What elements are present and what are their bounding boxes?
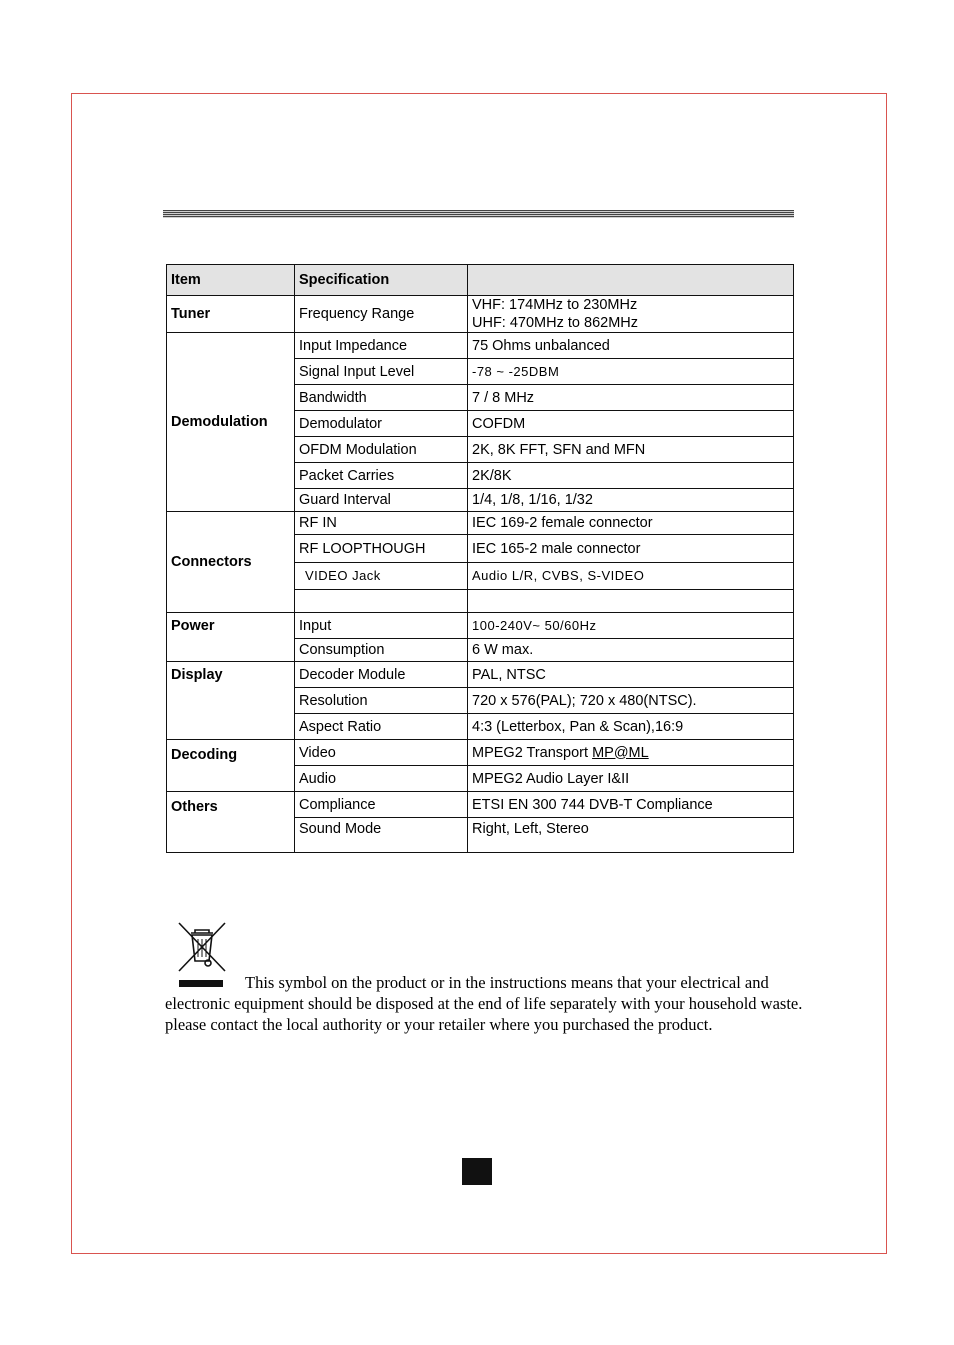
spec-cell: Bandwidth <box>295 385 468 411</box>
spec-cell: Signal Input Level <box>295 359 468 385</box>
value-cell: 100-240V~ 50/60Hz <box>468 613 794 639</box>
value-cell <box>468 296 794 333</box>
value-cell: 720 x 576(PAL); 720 x 480(NTSC). <box>468 688 794 714</box>
spec-cell: Demodulator <box>295 411 468 437</box>
table-row <box>167 740 794 766</box>
item-cell: Tuner <box>167 296 295 333</box>
table-row <box>167 613 794 639</box>
value-line: VHF: 174MHz to 230MHz <box>472 297 638 313</box>
item-cell: Demodulation <box>167 333 295 512</box>
value-cell <box>468 590 794 613</box>
value-cell: ETSI EN 300 744 DVB-T Compliance <box>468 792 794 818</box>
value-cell <box>468 740 794 766</box>
spec-cell: Frequency Range <box>295 296 468 333</box>
spec-cell: Input <box>295 613 468 639</box>
spec-table <box>166 264 794 853</box>
table-row <box>167 662 794 688</box>
value-cell: COFDM <box>468 411 794 437</box>
header-specification: Specification <box>295 265 468 296</box>
value-cell: 7 / 8 MHz <box>468 385 794 411</box>
item-cell: Power <box>167 613 295 662</box>
table-header-row <box>167 265 794 296</box>
table-row <box>167 333 794 359</box>
spec-cell: Video <box>295 740 468 766</box>
item-cell: Display <box>167 662 295 740</box>
header-item: Item <box>167 265 295 296</box>
spec-cell: OFDM Modulation <box>295 437 468 463</box>
value-underlined-text: MP@ML <box>592 744 649 761</box>
table-row <box>167 512 794 535</box>
section-rule <box>163 210 794 218</box>
item-cell: Others <box>167 792 295 853</box>
spec-cell: Resolution <box>295 688 468 714</box>
item-cell: Decoding <box>167 740 295 792</box>
spec-cell: Guard Interval <box>295 489 468 512</box>
value-cell: -78 ~ -25DBM <box>468 359 794 385</box>
weee-bar <box>179 980 223 987</box>
value-cell: 6 W max. <box>468 639 794 662</box>
spec-cell: Aspect Ratio <box>295 714 468 740</box>
item-cell: Connectors <box>167 512 295 613</box>
spec-cell: Packet Carries <box>295 463 468 489</box>
spec-cell: Input Impedance <box>295 333 468 359</box>
spec-cell: VIDEO Jack <box>295 563 468 590</box>
spec-cell: Sound Mode <box>295 818 468 853</box>
spec-cell: RF IN <box>295 512 468 535</box>
header-value <box>468 265 794 296</box>
value-cell: PAL, NTSC <box>468 662 794 688</box>
spec-cell: Decoder Module <box>295 662 468 688</box>
table-row <box>167 296 794 333</box>
value-cell: Right, Left, Stereo <box>468 818 794 853</box>
value-cell: 4:3 (Letterbox, Pan & Scan),16:9 <box>468 714 794 740</box>
spec-cell: Consumption <box>295 639 468 662</box>
value-cell: IEC 169-2 female connector <box>468 512 794 535</box>
value-line: UHF: 470MHz to 862MHz <box>472 315 638 331</box>
value-cell: 1/4, 1/8, 1/16, 1/32 <box>468 489 794 512</box>
table-row <box>167 792 794 818</box>
spec-cell: Audio <box>295 766 468 792</box>
value-cell: 2K, 8K FFT, SFN and MFN <box>468 437 794 463</box>
value-cell: Audio L/R, CVBS, S-VIDEO <box>468 563 794 590</box>
notice-text: This symbol on the product or in the instructions means that your electrical and electronic equipment should be disposed at the end of life separately with your household waste. please contact the local authority or your retailer where you purchased the product. <box>165 973 803 1034</box>
spec-cell <box>295 590 468 613</box>
crossed-out-wheelie-bin-icon <box>175 921 229 973</box>
value-cell: 2K/8K <box>468 463 794 489</box>
value-cell: IEC 165-2 male connector <box>468 535 794 563</box>
spec-cell: Compliance <box>295 792 468 818</box>
spec-cell: RF LOOPTHOUGH <box>295 535 468 563</box>
value-cell: MPEG2 Audio Layer I&II <box>468 766 794 792</box>
value-cell: 75 Ohms unbalanced <box>468 333 794 359</box>
page-number-box <box>462 1158 492 1185</box>
value-text: MPEG2 Transport <box>472 744 593 761</box>
